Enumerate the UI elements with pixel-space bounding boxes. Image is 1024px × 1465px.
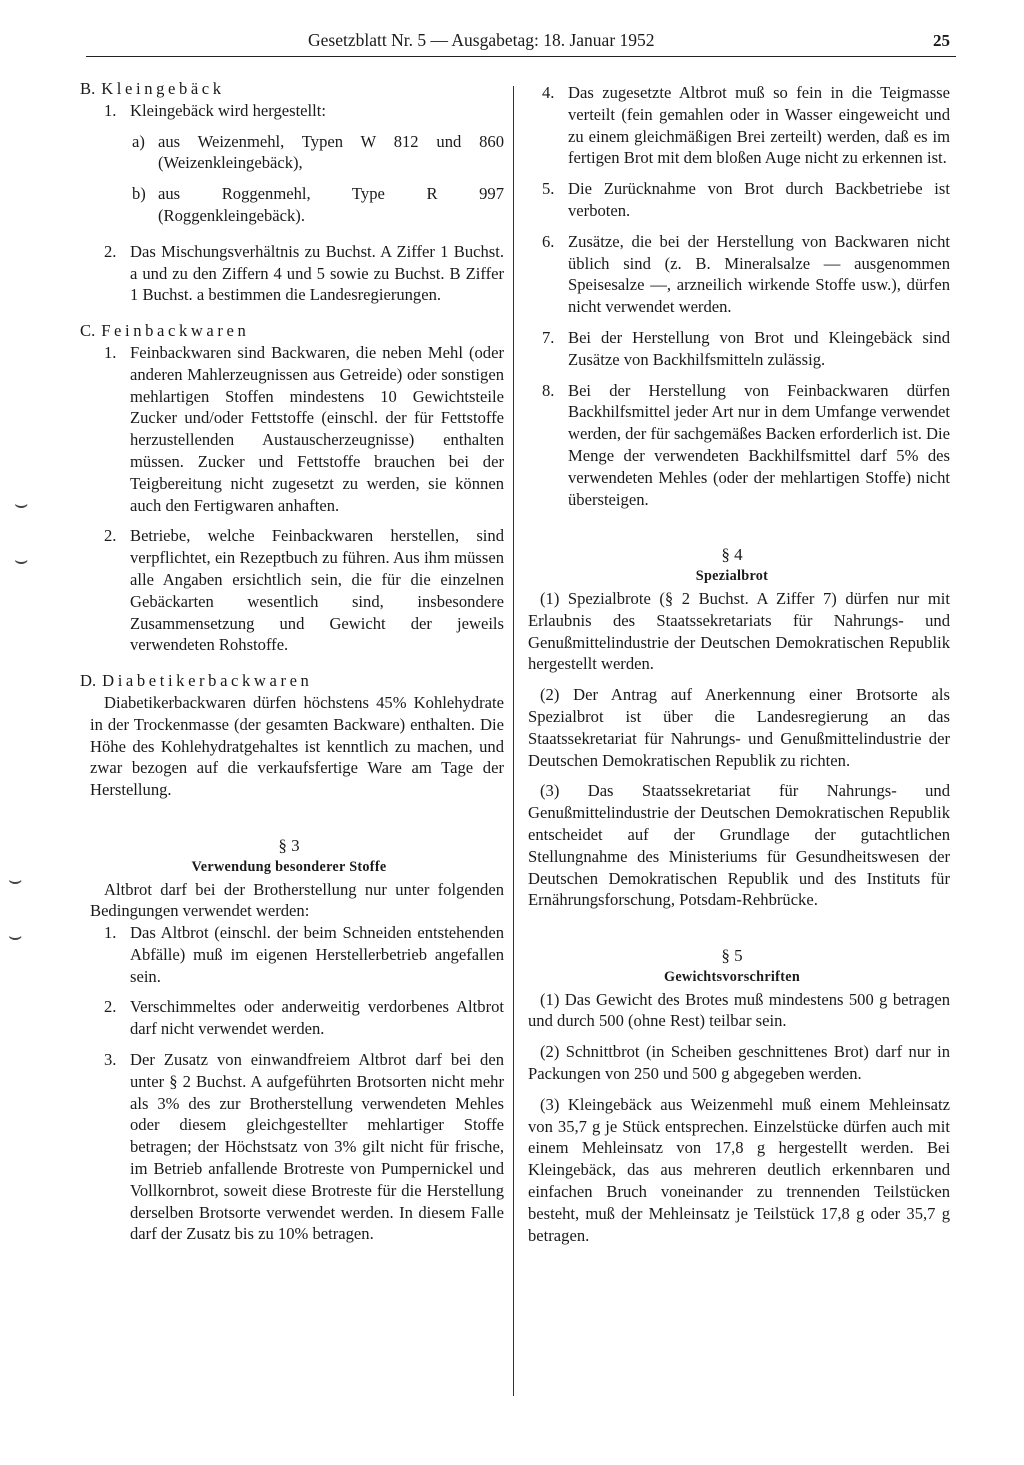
margin-mark: ⌣ <box>8 868 23 893</box>
paragraph: (3) Das Staatssekretariat für Nahrungs- und Genußmittelindustrie der Deutschen Demokratischen Republik entscheidet auf der Grundlage der gutachtlichen Stellungnahme des Ministeriums für Gesundheitswesen der Deutschen Demokratischen Republik und des Instituts für Ernährungsforschung, Potsdam-Rehbrücke. <box>528 781 950 910</box>
right-column <box>514 82 950 1246</box>
paragraph: (2) Der Antrag auf Anerkennung einer Brotsorte als Spezialbrot ist über die Landesregierung an das Staatssekretariat für Nahrungs- und Genußmittelindustrie der Deutschen Demokratischen Republik zu richten. <box>528 685 950 770</box>
list-item: 2. Betriebe, welche Feinbackwaren herstellen, sind verpflichtet, ein Rezeptbuch zu führen. Aus ihm müssen alle Angaben ersichtlich sein, die für die einzelnen Gebäckarten wesentlich sind, insbesondere Zusammensetzung und Gewicht der jeweils verwendeten Rohstoffe. <box>104 526 504 655</box>
margin-mark: ⌣ <box>14 492 29 517</box>
paragraph: (1) Das Gewicht des Brotes muß mindestens 500 g betragen und durch 500 (ohne Rest) teilbar sein. <box>528 989 950 1031</box>
left-column <box>74 78 504 1245</box>
list-item: 6. Zusätze, die bei der Herstellung von Backwaren nicht üblich sind (z. B. Mineralsalze — ausgenommen Speisesalze —, arzneilich wirkende Stoffe usw.), dürfen nicht verwendet werden. <box>542 231 950 317</box>
page-number: 25 <box>933 31 950 50</box>
section-title: Verwendung besonderer Stoffe <box>191 858 387 875</box>
diabetic-paragraph: Diabetikerbackwaren dürfen höchstens 45% Kohlehydrate in der Trockenmasse (der gesamten Backware) enthalten. Die Höhe des Kohlehydratgehaltes ist kenntlich zu machen, und zwar bezogen auf die verkaufsfertige Ware am Tage der Herstellung. <box>90 692 504 800</box>
page-header <box>86 26 956 57</box>
list-item: 3. Der Zusatz von einwandfreiem Altbrot darf bei den unter § 2 Buchst. A aufgeführten Brotsorten nicht mehr als 3% des zur Brotherstellung verwendeten Mehles oder diesem gleichgestellter mehlartiger Stoffe betragen; der Höchstsatz von 3% gilt nicht für frische, im Betrieb anfallende Brotreste von Pumpernickel und Vollkornbrot, soweit diese Brotreste für die Herstellung derselben Brotsorte verwendet werden. In diesem Falle darf der Zusatz bis zu 10% betragen. <box>104 1050 504 1244</box>
paragraph: (3) Kleingebäck aus Weizenmehl muß einem Mehleinsatz von 35,7 g je Stück entsprechen. Einzelstücke dürfen auch mit einem Mehleinsatz von 17,8 g hergestellt werden. Bei Kleingebäck, das aus mehreren deutlich erkennbaren und einfachen Bruch voneinander zu trennenden Teilstücken besteht, muß der Mehleinsatz je Teilstück 17,8 g oder 35,7 g betragen. <box>528 1094 950 1245</box>
list-item: 2. Das Mischungsverhältnis zu Buchst. A Ziffer 1 Buchst. a und zu den Ziffern 4 und 5 sowie zu Buchst. B Ziffer 1 Buchst. a bestimmen die Landesregierungen. <box>104 241 504 305</box>
list-item: 2. Verschimmeltes oder anderweitig verdorbenes Altbrot darf nicht verwendet werden. <box>104 997 504 1039</box>
section-c-heading: C. Feinbackwaren <box>80 321 250 341</box>
list-item: b) aus Roggenmehl, Type R 997 (Roggenkleingebäck). <box>132 184 504 225</box>
section-symbol: § 4 <box>721 545 743 565</box>
section-symbol: § 3 <box>278 835 300 855</box>
list-item: 1. Das Altbrot (einschl. der beim Schneiden entstehenden Abfälle) muß im eigenen Herstellerbetrieb angefallen sein. <box>104 923 504 986</box>
section-title: Gewichtsvorschriften <box>663 968 801 985</box>
list-item: a) aus Weizenmehl, Typen W 812 und 860 (Weizenkleingebäck), <box>132 131 504 173</box>
list-item: 8. Bei der Herstellung von Feinbackwaren dürfen Backhilfsmittel jeder Art nur in dem Umfange verwendet werden, der für sachgemäßes Backen erforderlich ist. Die Menge der verwendeten Backhilfsmittel darf 5% des verwendeten Mehles (oder der mehlartigen Stoffe) nicht übersteigen. <box>542 380 950 509</box>
section-d-heading: D. Diabetikerbackwaren <box>80 671 313 691</box>
paragraph: (1) Spezialbrote (§ 2 Buchst. A Ziffer 7) dürfen nur mit Erlaubnis des Staatssekretariats für Nahrungs- und Genußmittelindustrie der Deutschen Demokratischen Republik hergestellt werden. <box>528 588 950 674</box>
list-item: 1. Kleingebäck wird hergestellt: <box>104 100 326 120</box>
section-symbol: § 5 <box>721 946 743 966</box>
margin-mark: ⌣ <box>14 548 29 573</box>
list-item: 5. Die Zurücknahme von Brot durch Backbetriebe ist verboten. <box>542 179 950 220</box>
paragraph: (2) Schnittbrot (in Scheiben geschnittenes Brot) darf nur in Packungen von 250 und 500 g abgegeben werden. <box>528 1042 950 1084</box>
section-b-heading: B. Kleingebäck <box>80 79 225 98</box>
list-item: 4. Das zugesetzte Altbrot muß so fein in die Teigmasse verteilt (fein gemahlen oder in Wasser eingeweicht und zu einem gleichmäßigen Brei zerteilt) werden, daß es im fertigen Brot mit dem bloßen Auge nicht zu erkennen ist. <box>542 83 950 168</box>
gazette-title: Gesetzblatt Nr. 5 — Ausgabetag: 18. Januar 1952 <box>308 30 655 50</box>
section-title: Spezialbrot <box>695 568 769 585</box>
margin-mark: ⌣ <box>8 924 23 949</box>
paragraph: Altbrot darf bei der Brotherstellung nur unter folgenden Bedingungen verwendet werden: <box>90 879 504 921</box>
list-item: 7. Bei der Herstellung von Brot und Kleingebäck sind Zusätze von Backhilfsmitteln zulässig. <box>542 327 950 369</box>
list-item: 1. Feinbackwaren sind Backwaren, die neben Mehl (oder anderen Mahlerzeugnissen aus Getreide) oder sonstigen mehlartigen Stoffen mindestens 10 Gewichtsteile Zucker und/oder Fettstoffe (einschl. der für Fettstoffe herzustellenden Austauscherzeugnisse) enthalten müssen. Zucker und Fettstoffe brauchen bei der Teigbereitung nicht zugesetzt zu werden, sie können auch den Fertigwaren anhaften. <box>104 342 504 515</box>
